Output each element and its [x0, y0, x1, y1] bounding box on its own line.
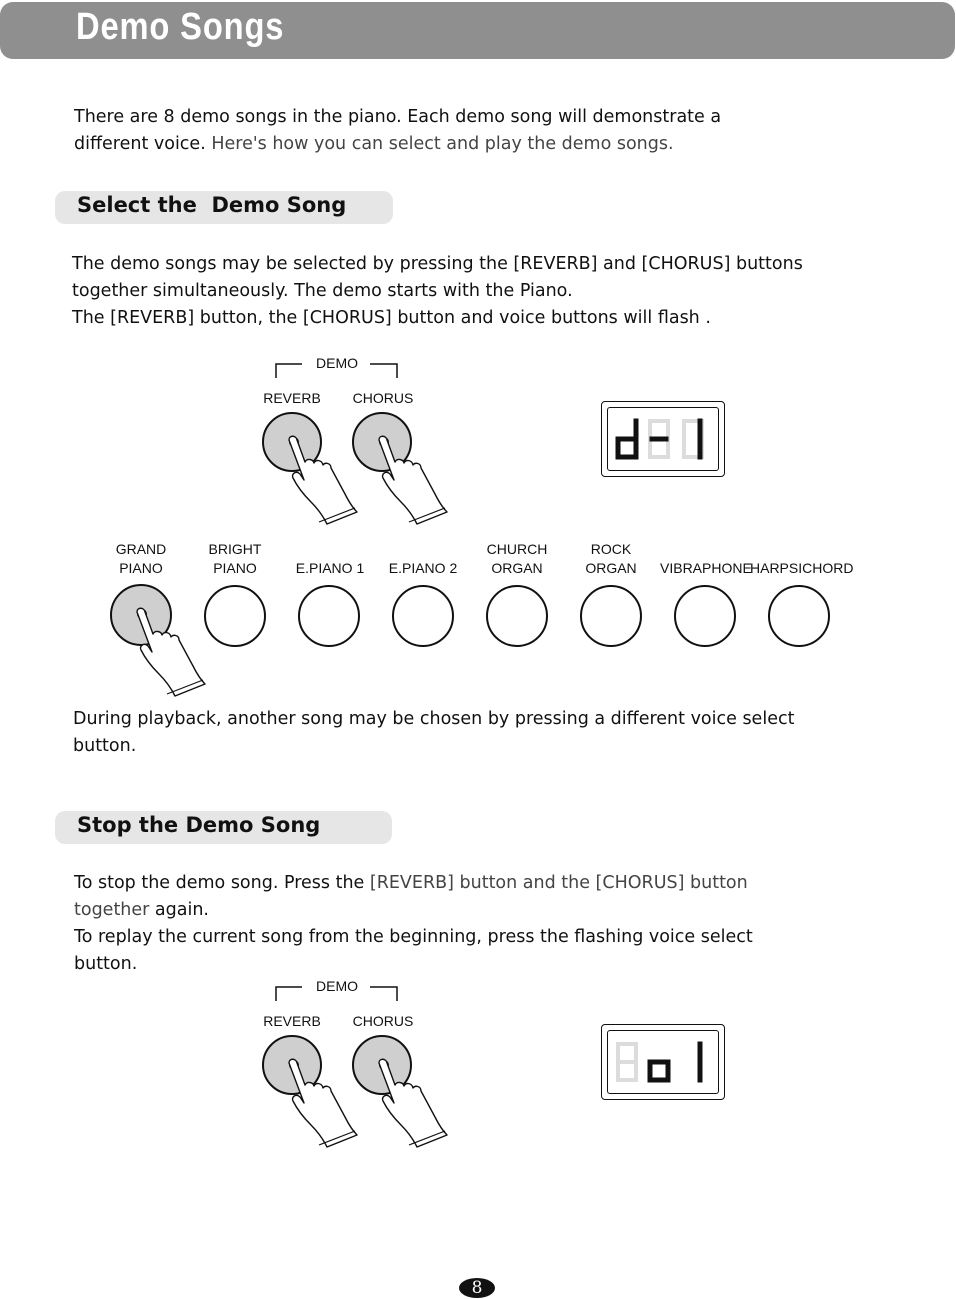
- voice-button-rock-organ[interactable]: [580, 585, 642, 647]
- chorus-label: CHORUS: [352, 1013, 414, 1029]
- led-display-1-value: [602, 402, 603, 403]
- section-heading-stop: [55, 811, 392, 844]
- led-display-2: [601, 1024, 725, 1100]
- pressing-hand-icon: [373, 1055, 453, 1150]
- playback-line-2: button.: [73, 736, 137, 756]
- stop-line-2a: together: [74, 900, 150, 920]
- led-display-2-value: [602, 1025, 603, 1026]
- section-heading-select: [55, 191, 393, 224]
- select-paragraph: [72, 251, 803, 332]
- voice-label-epiano2: E.PIANO 2: [388, 560, 458, 576]
- voice-button-church-organ[interactable]: [486, 585, 548, 647]
- voice-label-epiano1: E.PIANO 1: [295, 560, 365, 576]
- voice-label-bright-piano: BRIGHT PIANO: [208, 541, 262, 576]
- playback-paragraph: [73, 706, 794, 760]
- section-title-stop: Stop the Demo Song: [77, 813, 321, 837]
- pressing-hand-icon: [373, 432, 453, 527]
- stop-line-3: To replay the current song from the beginning, press the flashing voice select: [74, 927, 753, 947]
- pressing-hand-icon: [283, 1055, 363, 1150]
- voice-label-vibraphone: VIBRAPHONE: [660, 560, 752, 576]
- voice-label-rock-organ: ROCK ORGAN: [585, 541, 637, 576]
- voice-button-epiano2[interactable]: [392, 585, 454, 647]
- stop-line-1b: [REVERB] button and the [CHORUS] button: [369, 873, 748, 893]
- intro-line-2b: Here's how you can select and play the demo songs.: [211, 134, 674, 154]
- chorus-label: CHORUS: [352, 390, 414, 406]
- select-line-1: The demo songs may be selected by pressing the [REVERB] and [CHORUS] buttons: [72, 254, 803, 274]
- led-digits: [614, 1040, 712, 1084]
- pressing-hand-icon: [283, 432, 363, 527]
- led-digits: [614, 417, 712, 461]
- playback-line-1: During playback, another song may be chosen by pressing a different voice select: [73, 709, 795, 729]
- page-title: Demo Songs: [76, 6, 285, 48]
- pressing-hand-icon: [131, 604, 211, 699]
- reverb-label: REVERB: [263, 390, 321, 406]
- voice-button-harpsichord[interactable]: [768, 585, 830, 647]
- page-number: 8: [459, 1278, 495, 1298]
- voice-label-harpsichord: HARPSICHORD: [750, 560, 854, 576]
- voice-button-bright-piano[interactable]: [204, 585, 266, 647]
- demo-group-label: DEMO: [316, 978, 358, 994]
- select-line-2: together simultaneously. The demo starts with the Piano.: [72, 281, 573, 301]
- stop-line-2b: again.: [149, 900, 209, 920]
- intro-line-2a: different voice.: [74, 134, 212, 154]
- led-display-1: [601, 401, 725, 477]
- voice-button-vibraphone[interactable]: [674, 585, 736, 647]
- voice-label-church-organ: CHURCH ORGAN: [486, 541, 548, 576]
- intro-paragraph: [74, 104, 721, 158]
- stop-paragraph: [74, 870, 753, 978]
- select-line-3: The [REVERB] button, the [CHORUS] button and voice buttons will flash .: [72, 308, 711, 328]
- section-title-select: Select the Demo Song: [77, 193, 347, 217]
- reverb-label: REVERB: [263, 1013, 321, 1029]
- demo-group-label: DEMO: [316, 355, 358, 371]
- stop-line-1a: To stop the demo song. Press the: [74, 873, 370, 893]
- voice-label-grand-piano: GRAND PIANO: [115, 541, 167, 576]
- intro-line-1: There are 8 demo songs in the piano. Each demo song will demonstrate a: [74, 107, 722, 127]
- stop-line-4: button.: [74, 954, 138, 974]
- voice-button-epiano1[interactable]: [298, 585, 360, 647]
